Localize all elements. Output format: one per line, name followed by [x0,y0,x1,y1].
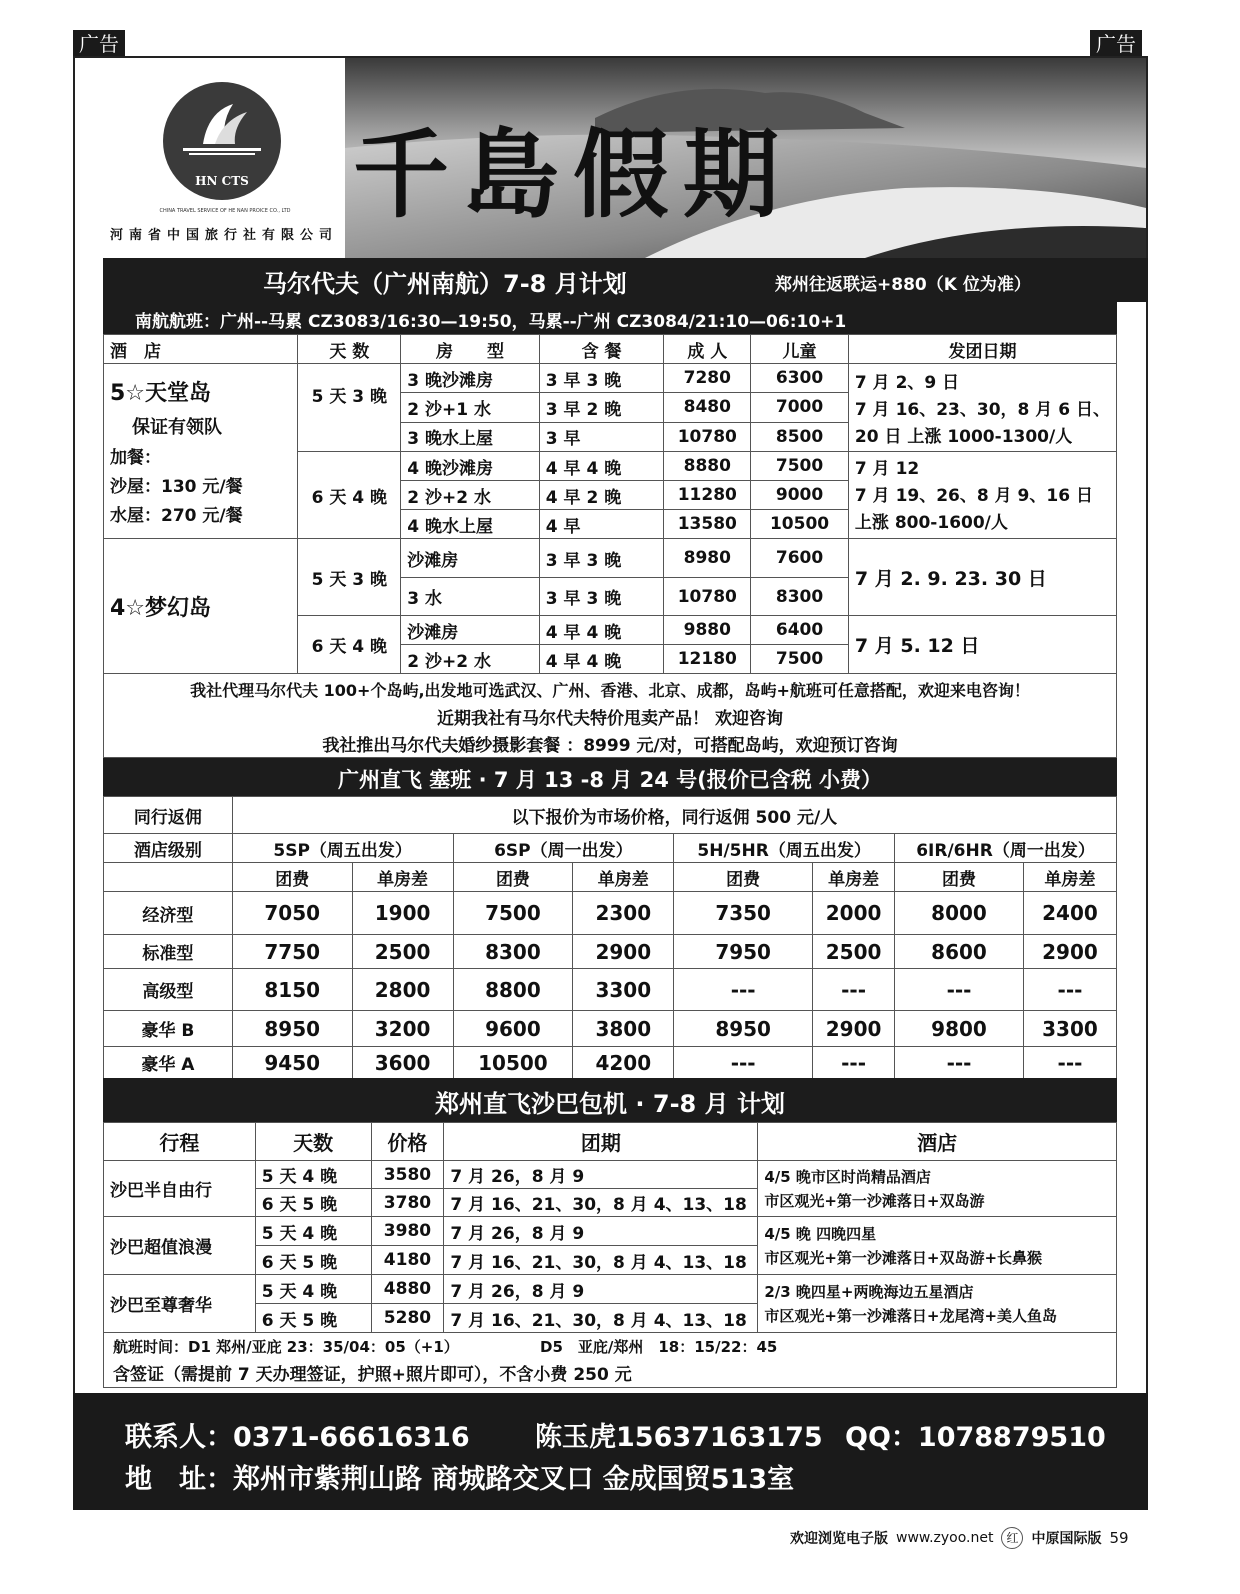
adult-price: 10780 [664,422,751,451]
empty-cell [104,863,233,892]
table-row [104,1217,1117,1246]
price-cell: 4200 [573,1047,674,1079]
saipan-title: 广州直飞 塞班 · 7 月 13 -8 月 24 号(报价已含税 小费） [337,768,883,792]
header-adult: 成 人 [664,335,751,364]
price-cell: 7050 [232,892,352,935]
table-row [104,892,1117,935]
level-name: 高级型 [104,969,233,1011]
price-cell: 8800 [453,969,573,1011]
footer-edition: 中原国际版 [1031,1531,1102,1547]
sabah-title-bar [103,1078,1117,1122]
price-cell: 2500 [352,935,453,969]
table-row [104,1047,1117,1079]
logo-english: CHINA TRAVEL SERVICE OF HE NAN PROICE CO., LTD [159,208,291,214]
price-cell: 3580 [371,1161,444,1189]
room-cell: 2 沙+1 水 [401,393,540,422]
room-cell: 3 水 [401,578,540,616]
header-price: 价格 [371,1123,444,1161]
date-line: 7 月 12 [854,459,920,479]
price-cell: 5280 [371,1304,444,1333]
banner [75,58,1146,258]
price-cell: 3980 [371,1217,444,1246]
child-price: 9000 [751,481,849,510]
table-row [104,539,1117,578]
adult-price: 11280 [664,481,751,510]
hotel-line: 市区观光+第一沙滩落日+龙尾湾+美人鱼岛 [764,1306,1058,1325]
header-meal: 含 餐 [539,335,664,364]
price-cell: 4180 [371,1246,444,1275]
adult-price: 13580 [664,510,751,539]
maldives-note-2: 近期我社有马尔代夫特价甩卖产品！ 欢迎咨询 [437,709,783,729]
subheader-row [104,863,1117,892]
price-cell: --- [813,1047,895,1079]
price-cell: --- [895,1047,1024,1079]
price-cell: 2300 [573,892,674,935]
date-line: 7 月 19、26、8 月 9、16 日 [854,486,1093,506]
maldives-title-bar [103,258,1148,302]
price-cell: 2000 [813,892,895,935]
room-cell: 4 晚水上屋 [401,510,540,539]
price-cell: 8000 [895,892,1024,935]
days-cell: 6 天 4 晚 [298,452,401,539]
rebate-row [104,797,1117,834]
days-cell: 5 天 3 晚 [298,364,401,452]
ad-label-left: 广告 [73,30,125,58]
footer-url[interactable]: www.zyoo.net [896,1530,994,1546]
heaven-island-extra-title: 加餐： [110,448,161,468]
footer-badge-icon: 红 [1001,1527,1023,1549]
contact-qq: QQ：1078879510 [845,1422,1106,1453]
sabah-table [103,1122,1117,1333]
hotel-cell [758,1217,1117,1275]
level-name: 经济型 [104,892,233,935]
footer-welcome: 欢迎浏览电子版 [790,1531,888,1547]
date-line: 20 日 上涨 1000-1300/人 [854,427,1073,447]
child-price: 6400 [751,616,849,645]
heaven-island-cell [104,364,298,539]
meal-cell: 3 早 3 晚 [539,364,664,393]
price-cell: 8150 [232,969,352,1011]
date-line: 7 月 16、23、30，8 月 6 日、 [854,400,1110,420]
child-price: 8300 [751,578,849,616]
page-number: 59 [1109,1529,1129,1547]
price-cell: 3200 [352,1011,453,1047]
price-cell: 9450 [232,1047,352,1079]
price-cell: 9600 [453,1011,573,1047]
logo-text: HN CTS [195,174,249,188]
meal-cell: 3 早 [539,422,664,451]
price-cell: 7350 [674,892,813,935]
price-cell: 2500 [813,935,895,969]
price-cell: --- [1023,1047,1116,1079]
subheader-fee: 团费 [232,863,352,892]
subheader-single: 单房差 [1023,863,1116,892]
price-cell: 2800 [352,969,453,1011]
child-price: 7500 [751,452,849,481]
price-cell: 8600 [895,935,1024,969]
sabah-title: 郑州直飞沙巴包机 · 7-8 月 计划 [435,1090,785,1118]
price-cell: 4880 [371,1275,444,1304]
subheader-single: 单房差 [813,863,895,892]
slogan: 千島假期 [353,118,793,231]
subheader-fee: 团费 [453,863,573,892]
child-price: 8500 [751,422,849,451]
price-cell: 10500 [453,1047,573,1079]
price-cell: --- [674,1047,813,1079]
room-cell: 3 晚水上屋 [401,422,540,451]
sabah-flight-d5: D5 亚庇/郑州 18：15/22：45 [540,1338,778,1356]
meal-cell: 3 早 3 晚 [539,578,664,616]
level-name: 标准型 [104,935,233,969]
price-cell: --- [895,969,1024,1011]
header-days: 天数 [255,1123,371,1161]
dates-cell [848,364,1116,452]
maldives-note-3: 我社推出马尔代夫婚纱摄影套餐 ：8999 元/对，可搭配岛屿，欢迎预订咨询 [322,736,898,756]
header-room: 房 型 [401,335,540,364]
level-label: 酒店级别 [104,834,233,863]
child-price: 7000 [751,393,849,422]
meal-cell: 3 早 2 晚 [539,393,664,422]
heaven-island-extra-sand: 沙屋：130 元/餐 [110,477,243,497]
product-header: 6SP（周一出发） [453,834,674,863]
header-dates: 发团日期 [848,335,1116,364]
days-cell: 5 天 4 晚 [255,1161,371,1189]
product-name: 沙巴至尊奢华 [104,1275,256,1333]
saipan-title-bar [103,758,1117,796]
hotel-line: 4/5 晚 四晚四星 [764,1224,877,1243]
product-name: 沙巴半自由行 [104,1161,256,1217]
product-header: 5H/5HR（周五出发） [674,834,895,863]
product-header: 5SP（周五出发） [232,834,453,863]
company-name: 河南省中国旅行社有限公司 [110,228,339,243]
price-cell: 3800 [573,1011,674,1047]
contact-person: 陈玉虎15637163175 [535,1422,823,1453]
hotel-line: 2/3 晚四星+两晚海边五星酒店 [764,1282,974,1301]
header-child: 儿童 [751,335,849,364]
rebate-label: 同行返佣 [104,797,233,834]
price-cell: 1900 [352,892,453,935]
heaven-island-lead: 保证有领队 [132,417,222,438]
price-cell: 9800 [895,1011,1024,1047]
sabah-header-row [104,1123,1117,1161]
price-cell: 7750 [232,935,352,969]
table-row [104,1011,1117,1047]
price-cell: 8950 [232,1011,352,1047]
price-cell: --- [674,969,813,1011]
table-row [104,1161,1117,1189]
maldives-flights: 南航航班：广州--马累 CZ3083/16:30—19:50，马累--广州 CZ3084/21:10—06:10+1 [135,312,847,332]
room-cell: 3 晚沙滩房 [401,364,540,393]
room-cell: 沙滩房 [401,616,540,645]
adult-price: 7280 [664,364,751,393]
maldives-title: 马尔代夫（广州南航）7-8 月计划 [263,270,627,298]
page-footer [790,1526,1129,1550]
adult-price: 8980 [664,539,751,578]
dates-cell: 7 月 2. 9. 23. 30 日 [848,539,1116,616]
level-name: 豪华 A [104,1047,233,1079]
days-cell: 5 天 4 晚 [255,1217,371,1246]
adult-price: 8480 [664,393,751,422]
price-cell: --- [1023,969,1116,1011]
maldives-subtitle: 郑州往返联运+880（K 位为准） [775,275,1031,295]
hotel-cell [758,1275,1117,1333]
product-name: 沙巴超值浪漫 [104,1217,256,1275]
days-cell: 6 天 5 晚 [255,1189,371,1217]
contact-phone: 联系人：0371-66616316 [125,1422,470,1453]
dream-island-cell [104,539,298,674]
header-itinerary: 行程 [104,1123,256,1161]
price-cell: 2900 [1023,935,1116,969]
price-cell: --- [813,969,895,1011]
table-row [104,935,1117,969]
maldives-header-row [104,335,1117,364]
hotel-line: 市区观光+第一沙滩落日+双岛游 [764,1191,985,1210]
meal-cell: 4 早 2 晚 [539,481,664,510]
meal-cell: 3 早 3 晚 [539,539,664,578]
maldives-note-1: 我社代理马尔代夫 100+个岛屿,出发地可选武汉、广州、香港、北京、成都，岛屿+航班可任意搭配，欢迎来电咨询！ [190,681,1030,700]
dates-cell: 7 月 16、21、30，8 月 4、13、18 [444,1304,758,1333]
room-cell: 4 晚沙滩房 [401,452,540,481]
days-cell: 6 天 5 晚 [255,1304,371,1333]
header-dates: 团期 [444,1123,758,1161]
meal-cell: 4 早 4 晚 [539,616,664,645]
dates-cell: 7 月 26，8 月 9 [444,1217,758,1246]
rebate-text: 以下报价为市场价格，同行返佣 500 元/人 [232,797,1116,834]
hotel-line: 4/5 晚市区时尚精品酒店 [764,1167,931,1186]
dates-cell: 7 月 16、21、30，8 月 4、13、18 [444,1246,758,1275]
price-cell: 7950 [674,935,813,969]
days-cell: 5 天 3 晚 [298,539,401,616]
ad-label-right: 广告 [1090,30,1142,58]
header-hotel: 酒店 [758,1123,1117,1161]
child-price: 10500 [751,510,849,539]
adult-price: 10780 [664,578,751,616]
dream-island-name: 4☆梦幻岛 [110,595,212,621]
saipan-table [103,796,1117,1079]
table-row [104,364,1117,393]
header-hotel: 酒 店 [104,335,298,364]
meal-cell: 4 早 4 晚 [539,452,664,481]
price-cell: 2900 [813,1011,895,1047]
price-cell: 8950 [674,1011,813,1047]
hotel-line: 市区观光+第一沙滩落日+双岛游+长鼻猴 [764,1248,1043,1267]
price-cell: 2900 [573,935,674,969]
child-price: 6300 [751,364,849,393]
adult-price: 9880 [664,616,751,645]
hotel-cell [758,1161,1117,1217]
product-header-row [104,834,1117,863]
price-cell: 3300 [573,969,674,1011]
subheader-fee: 团费 [895,863,1024,892]
header-days: 天 数 [298,335,401,364]
days-cell: 6 天 4 晚 [298,616,401,674]
price-cell: 3780 [371,1189,444,1217]
price-cell: 7500 [453,892,573,935]
days-cell: 6 天 5 晚 [255,1246,371,1275]
room-cell: 沙滩房 [401,539,540,578]
contact-address: 地 址：郑州市紫荆山路 商城路交叉口 金成国贸513室 [125,1464,795,1495]
contact-footer [73,1393,1148,1510]
days-cell: 5 天 4 晚 [255,1275,371,1304]
maldives-table [103,334,1117,674]
product-header: 6IR/6HR（周一出发） [895,834,1117,863]
dates-cell: 7 月 26，8 月 9 [444,1275,758,1304]
sabah-visa: 含签证（需提前 7 天办理签证，护照+照片即可），不含小费 250 元 [113,1365,632,1385]
room-cell: 2 沙+2 水 [401,481,540,510]
price-cell: 3300 [1023,1011,1116,1047]
subheader-fee: 团费 [674,863,813,892]
dates-cell: 7 月 5. 12 日 [848,616,1116,674]
price-cell: 3600 [352,1047,453,1079]
maldives-flights-bar [103,302,1117,334]
room-cell: 2 沙+2 水 [401,645,540,674]
table-row [104,1275,1117,1304]
level-name: 豪华 B [104,1011,233,1047]
dates-cell [848,452,1116,539]
sabah-flight-d1: 航班时间：D1 郑州/亚庇 23：35/04：05（+1） [113,1338,459,1356]
date-line: 7 月 2、9 日 [854,373,960,393]
heaven-island-extra-water: 水屋：270 元/餐 [110,506,243,526]
dates-cell: 7 月 26，8 月 9 [444,1161,758,1189]
dates-cell: 7 月 16、21、30，8 月 4、13、18 [444,1189,758,1217]
date-line: 上涨 800-1600/人 [854,513,1008,533]
adult-price: 12180 [664,645,751,674]
subheader-single: 单房差 [573,863,674,892]
meal-cell: 4 早 [539,510,664,539]
price-cell: 8300 [453,935,573,969]
price-cell: 2400 [1023,892,1116,935]
heaven-island-name: 5☆天堂岛 [110,381,212,406]
subheader-single: 单房差 [352,863,453,892]
child-price: 7500 [751,645,849,674]
meal-cell: 4 早 4 晚 [539,645,664,674]
child-price: 7600 [751,539,849,578]
adult-price: 8880 [664,452,751,481]
table-row [104,969,1117,1011]
